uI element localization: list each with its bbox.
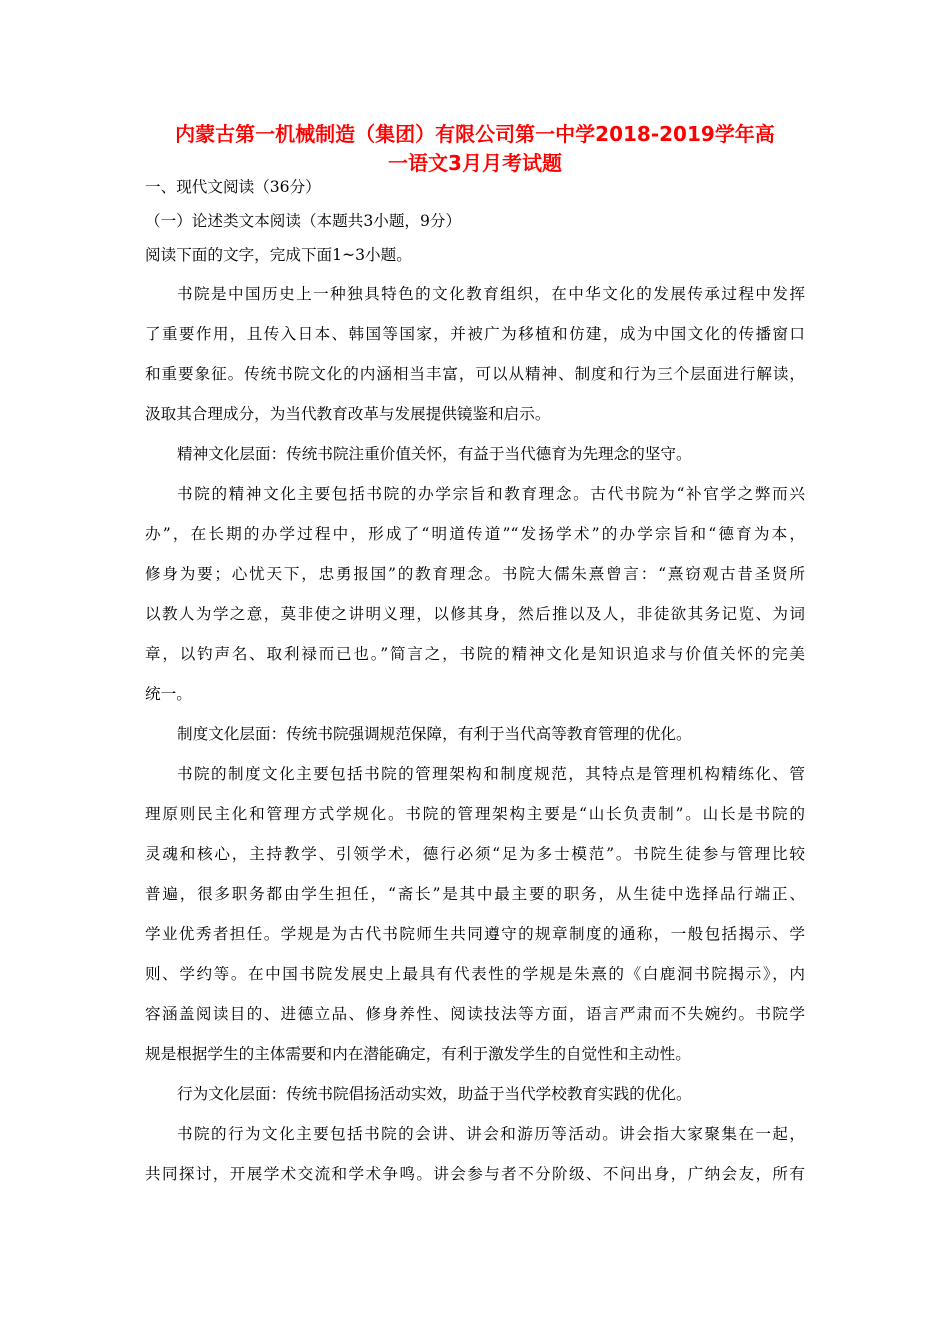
text-line: 和重要象征。传统书院文化的内涵相当丰富，可以从精神、制度和行为三个层面进行解读，	[145, 365, 805, 383]
subsection-heading: （一）论述类文本阅读（本题共3小题，9分）	[145, 212, 462, 230]
text-line: 则、学约等。在中国书院发展史上最具有代表性的学规是朱熹的《白鹿洞书院揭示》，内	[145, 965, 805, 983]
subheading-line: 制度文化层面：传统书院强调规范保障，有利于当代高等教育管理的优化。	[177, 725, 692, 743]
title-line-1: 内蒙古第一机械制造（集团）有限公司第一中学2018-2019学年高	[175, 122, 775, 146]
text-line: 容涵盖阅读目的、进德立品、修身养性、阅读技法等方面，语言严肃而不失婉约。书院学	[145, 1005, 805, 1023]
title-line-2: 一语文3月月考试题	[388, 151, 562, 175]
text-line: 学业优秀者担任。学规是为古代书院师生共同遵守的规章制度的通称，一般包括揭示、学	[145, 925, 805, 943]
text-line: 章，以钓声名、取利禄而已也。”简言之，书院的精神文化是知识追求与价值关怀的完美	[145, 645, 805, 663]
text-line: 书院的行为文化主要包括书院的会讲、讲会和游历等活动。讲会指大家聚集在一起，	[177, 1125, 805, 1143]
document-body	[145, 172, 805, 1194]
text-line: 统一。	[145, 685, 192, 703]
section-heading: 一、现代文阅读（36分）	[145, 178, 321, 196]
text-line: 灵魂和核心，主持教学、引领学术，德行必须“足为多士模范”。书院生徒参与管理比较	[145, 845, 805, 863]
text-line: 以教人为学之意，莫非使之讲明义理，以修其身，然后推以及人，非徒欲其务记览、为词	[145, 605, 805, 623]
instruction-text: 阅读下面的文字，完成下面1~3小题。	[145, 246, 412, 264]
text-line: 共同探讨，开展学术交流和学术争鸣。讲会参与者不分阶级、不问出身，广纳会友，所有	[145, 1165, 805, 1183]
document-title	[140, 120, 810, 178]
text-line: 理原则民主化和管理方式学规化。书院的管理架构主要是“山长负责制”。山长是书院的	[145, 805, 805, 823]
text-line: 书院是中国历史上一种独具特色的文化教育组织，在中华文化的发展传承过程中发挥	[177, 285, 805, 303]
text-line: 修身为要；心忧天下，忠勇报国”的教育理念。书院大儒朱熹曾言：“熹窃观古昔圣贤所	[145, 565, 805, 583]
text-line: 规是根据学生的主体需要和内在潜能确定，有利于激发学生的自觉性和主动性。	[145, 1045, 691, 1063]
text-line: 普遍，很多职务都由学生担任，“斋长”是其中最主要的职务，从生徒中选择品行端正、	[145, 885, 805, 903]
text-line: 书院的制度文化主要包括书院的管理架构和制度规范，其特点是管理机构精练化、管	[177, 765, 805, 783]
subheading-line: 精神文化层面：传统书院注重价值关怀，有益于当代德育为先理念的坚守。	[177, 445, 692, 463]
subheading-line: 行为文化层面：传统书院倡扬活动实效，助益于当代学校教育实践的优化。	[177, 1085, 692, 1103]
text-line: 汲取其合理成分，为当代教育改革与发展提供镜鉴和启示。	[145, 405, 551, 423]
text-line: 办”，在长期的办学过程中，形成了“明道传道”“发扬学术”的办学宗旨和“德育为本，	[145, 525, 805, 543]
text-line: 书院的精神文化主要包括书院的办学宗旨和教育理念。古代书院为“补官学之弊而兴	[177, 485, 805, 503]
text-line: 了重要作用，且传入日本、韩国等国家，并被广为移植和仿建，成为中国文化的传播窗口	[145, 325, 805, 343]
